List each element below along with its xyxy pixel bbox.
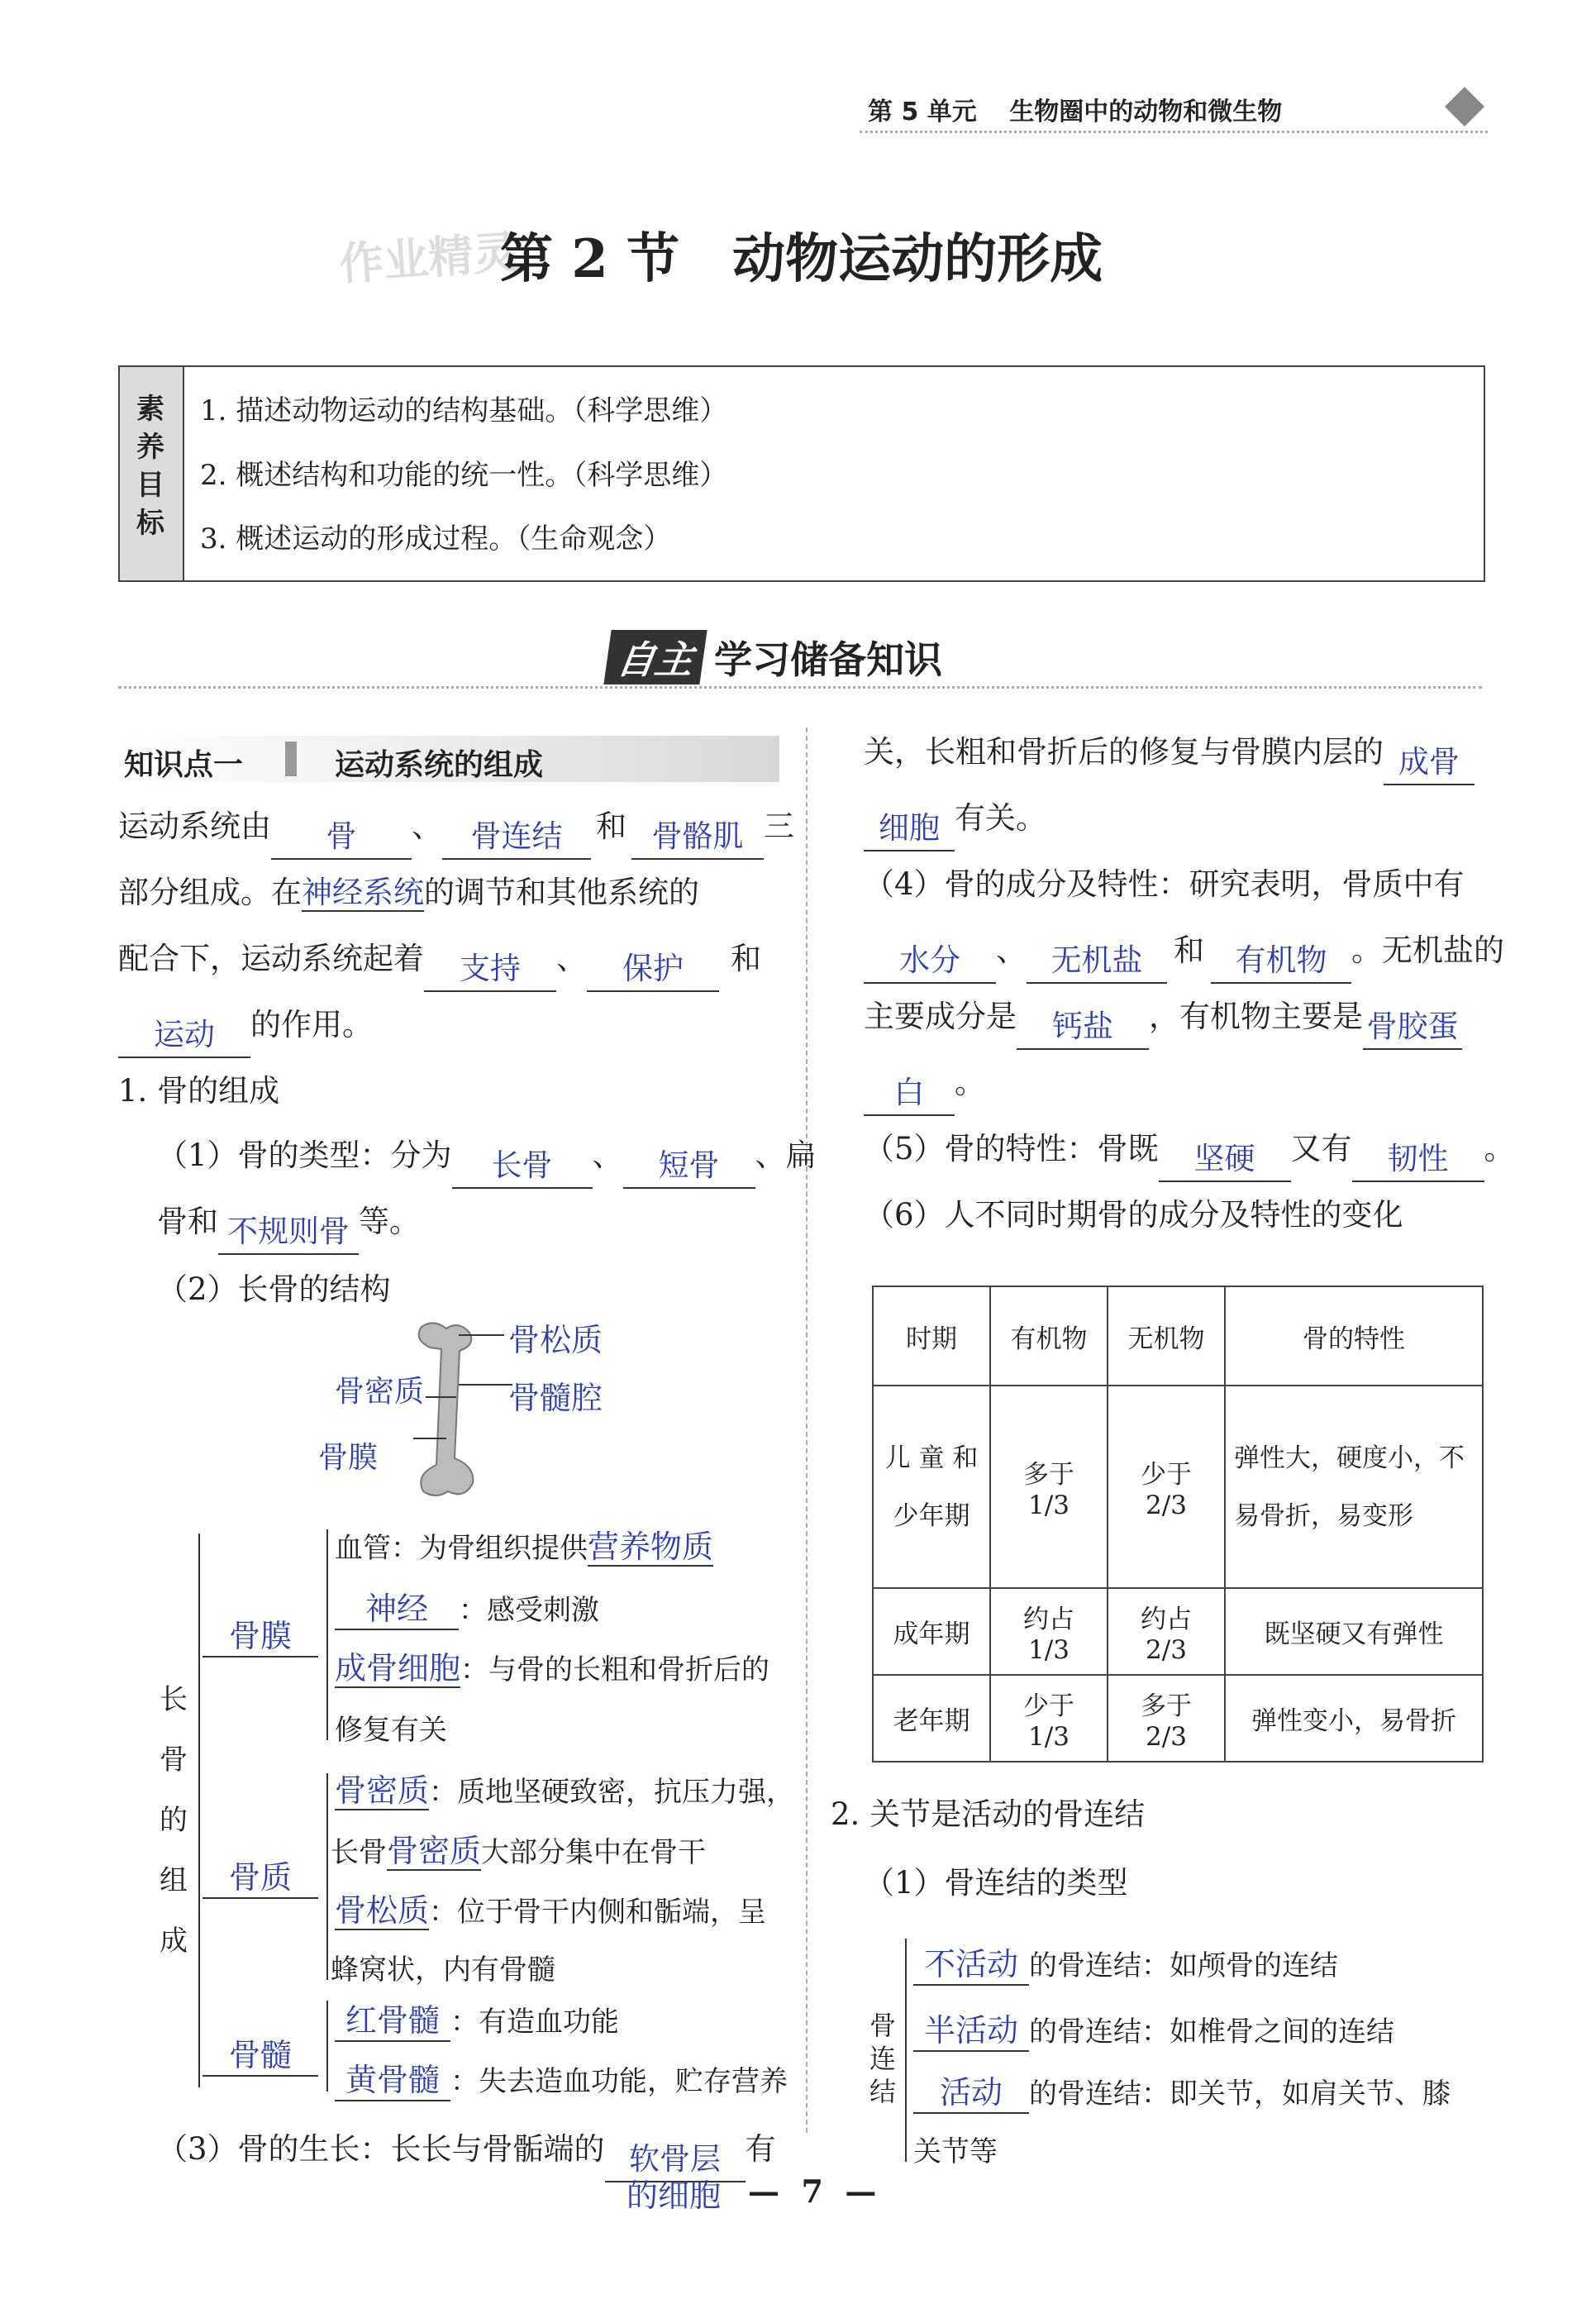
text: 。无机盐的 xyxy=(1351,933,1504,968)
bone-types xyxy=(157,1123,817,1255)
text: 血管：为骨组织提供 xyxy=(335,1532,588,1565)
answer-calcium-salt: 钙盐 xyxy=(1052,1009,1113,1044)
goal-item: 1. 描述动物运动的结构基础。（科学思维） xyxy=(200,394,728,427)
goals-label-cell xyxy=(120,367,184,580)
text: 有 xyxy=(745,2131,776,2167)
joint-type-line-3 xyxy=(913,2067,1451,2114)
answer-hard: 坚硬 xyxy=(1193,1141,1255,1176)
answer-marrow: 骨髓 xyxy=(228,2037,292,2073)
table-cell: 多于 1/3 xyxy=(990,1386,1108,1588)
text: 关，长粗和骨折后的修复与骨膜内层的 xyxy=(864,734,1384,770)
banner-rule xyxy=(118,686,1482,689)
answer-inorganic-salts: 无机盐 xyxy=(1051,942,1143,978)
text: 又有 xyxy=(1290,1131,1352,1166)
text: 配合下，运动系统起着 xyxy=(118,941,424,976)
joints-subheading: （1）骨连结的类型 xyxy=(864,1865,1128,1901)
running-header xyxy=(868,91,1496,132)
text: （5）骨的特性：骨既 xyxy=(864,1131,1159,1166)
periosteum-line-4: 修复有关 xyxy=(335,1714,447,1747)
periosteum-line-1 xyxy=(335,1521,713,1567)
table-row xyxy=(873,1675,1483,1762)
answer-bone: 骨 xyxy=(326,818,357,854)
bone-tissue-line-1 xyxy=(335,1765,794,1810)
text: ，有机物主要是 xyxy=(1149,999,1363,1034)
label-spongy-bone: 骨松质 xyxy=(508,1322,603,1358)
bone-tissue-brace xyxy=(326,1773,328,1980)
answer-spongy-bone: 骨松质 xyxy=(335,1892,430,1929)
composition-line: （4）骨的成分及特性：研究表明，骨质中有 xyxy=(864,866,1465,902)
table-cell: 既坚硬又有弹性 xyxy=(1225,1588,1483,1675)
table-cell: 多于 2/3 xyxy=(1108,1675,1225,1762)
text: 大部分集中在骨干 xyxy=(481,1836,707,1869)
bone-tissue-line-4: 蜂窝状，内有骨髓 xyxy=(331,1953,555,1987)
bone-heading: 1. 骨的组成 xyxy=(118,1073,280,1109)
text: ：质地坚硬致密，抗压力强， xyxy=(429,1776,795,1809)
text: 。 xyxy=(1484,1131,1515,1166)
table-cell: 少于 2/3 xyxy=(1108,1386,1225,1588)
periosteum-brace xyxy=(326,1529,328,1740)
text: 等。 xyxy=(359,1204,420,1239)
long-bone-diagram xyxy=(314,1314,661,1513)
answer-cells: 的细胞 xyxy=(626,2178,722,2214)
tree-node-marrow xyxy=(202,2030,318,2077)
joint-type-line-4: 关节等 xyxy=(913,2135,998,2168)
text: ：失去造血功能，贮存营养 xyxy=(450,2065,788,2098)
knowledge-point-label: 知识点一 xyxy=(124,748,244,782)
text: 运动系统由 xyxy=(118,809,271,844)
text: 的骨连结：即关节，如肩关节、膝 xyxy=(1029,2077,1451,2111)
long-bone-structure-title: （2）长骨的结构 xyxy=(157,1271,391,1307)
joint-type-line-2 xyxy=(913,2005,1394,2052)
periosteum-line-3 xyxy=(335,1643,769,1688)
column-divider xyxy=(806,727,808,2133)
table-row xyxy=(873,1588,1483,1675)
label-marrow-cavity: 骨髓腔 xyxy=(508,1380,603,1416)
knowledge-point-title: 运动系统的组成 xyxy=(335,748,544,782)
answer-compact-bone-2: 骨密质 xyxy=(387,1833,482,1869)
table-cell: 约占 2/3 xyxy=(1108,1588,1225,1675)
bone-composition-table xyxy=(872,1286,1484,1763)
answer-short-bone: 短骨 xyxy=(658,1147,720,1183)
unit-title: 生物圈中的动物和微生物 xyxy=(1009,98,1283,126)
text: 、 xyxy=(592,1138,623,1173)
answer-protect: 保护 xyxy=(622,951,684,986)
answer-organic-matter: 有机物 xyxy=(1235,942,1327,978)
header-rule xyxy=(860,131,1488,133)
right-paragraph xyxy=(864,719,1515,1248)
table-row xyxy=(873,1386,1483,1588)
answer-movable: 活动 xyxy=(913,2067,1029,2114)
label-periosteum: 骨膜 xyxy=(318,1441,379,1475)
text: ：有造血功能 xyxy=(450,2006,619,2039)
section-banner xyxy=(607,630,942,684)
text: 的骨连结：如椎骨之间的连结 xyxy=(1029,2015,1394,2049)
text: 的骨连结：如颅骨的连结 xyxy=(1029,1949,1338,1982)
table-header: 时期 xyxy=(873,1286,990,1386)
answer-movement: 运动 xyxy=(154,1017,215,1052)
answer-protein: 白 xyxy=(893,1075,925,1110)
table-header: 有机物 xyxy=(990,1286,1108,1386)
answer-cell: 细胞 xyxy=(879,810,940,846)
answer-ossein: 骨胶蛋 xyxy=(1366,1009,1459,1044)
answer-cartilage-layer: 软骨层 xyxy=(629,2141,722,2177)
text: 和 xyxy=(596,809,626,844)
answer-periosteum: 骨膜 xyxy=(228,1618,292,1654)
answer-long-bone: 长骨 xyxy=(491,1147,553,1183)
tree-node-bone-tissue xyxy=(202,1852,318,1899)
text: 、 xyxy=(412,809,442,844)
table-cell: 少于 1/3 xyxy=(990,1675,1108,1762)
text: 。 xyxy=(955,1065,985,1100)
answer-bone-joint: 骨连结 xyxy=(470,818,563,854)
unit-number: 第 5 单元 xyxy=(868,98,977,126)
text: 和 xyxy=(731,941,761,976)
joint-type-line-1 xyxy=(913,1939,1338,1986)
table-cell: 约占 1/3 xyxy=(990,1588,1108,1675)
answer-nutrients: 营养物质 xyxy=(588,1529,714,1565)
marrow-brace xyxy=(326,2001,328,2092)
answer-immovable: 不活动 xyxy=(913,1939,1029,1986)
answer-osteo: 成骨 xyxy=(1398,744,1460,780)
text: ：感受刺激 xyxy=(459,1594,599,1627)
table-cell: 儿 童 和 少年期 xyxy=(873,1386,990,1588)
bone-tissue-line-3 xyxy=(335,1885,766,1930)
banner-text: 学习储备知识 xyxy=(714,637,943,682)
text: 和 xyxy=(1174,933,1204,968)
text: 、 xyxy=(556,941,587,976)
text: 、 xyxy=(996,933,1027,968)
label-compact-bone: 骨密质 xyxy=(335,1375,425,1409)
bone-tissue-line-2 xyxy=(331,1825,706,1871)
joints-heading: 2. 关节是活动的骨连结 xyxy=(831,1796,1146,1832)
table-cell: 成年期 xyxy=(873,1588,990,1675)
answer-yellow-marrow: 黄骨髓 xyxy=(335,2054,450,2101)
answer-compact-bone: 骨密质 xyxy=(335,1772,430,1809)
table-header: 无机物 xyxy=(1108,1286,1225,1386)
answer-water: 水分 xyxy=(899,942,960,978)
table-cell: 老年期 xyxy=(873,1675,990,1762)
answer-irregular-bone: 不规则骨 xyxy=(227,1214,350,1249)
text: 、扁 xyxy=(755,1138,817,1173)
table-cell: 弹性变小，易骨折 xyxy=(1225,1675,1483,1762)
tree-root-brace xyxy=(198,1534,200,2087)
goal-item: 3. 概述运动的形成过程。（生命观念） xyxy=(200,522,672,556)
text: 三 xyxy=(764,809,794,844)
joints-brace xyxy=(905,1939,907,2162)
goal-item: 2. 概述结构和功能的统一性。（科学思维） xyxy=(200,459,728,492)
answer-support: 支持 xyxy=(460,951,521,986)
text: 的调节和其他系统的 xyxy=(424,875,699,910)
text: 的作用。 xyxy=(250,1007,373,1042)
answer-nerve: 神经 xyxy=(335,1583,459,1630)
page-number-value: 7 xyxy=(801,2173,823,2210)
answer-nervous-system: 神经系统 xyxy=(302,875,424,910)
text: ：位于骨干内侧和骺端，呈 xyxy=(429,1896,767,1929)
table-caption: （6）人不同时期骨的成分及特性的变化 xyxy=(864,1197,1403,1233)
banner-emphasis: 自主 xyxy=(603,630,707,684)
answer-osteoblast: 成骨细胞 xyxy=(335,1650,461,1686)
watermark-logo: 作业精灵 xyxy=(337,226,520,291)
knowledge-point-marker-icon xyxy=(285,742,297,776)
text: 长骨 xyxy=(331,1836,387,1869)
periosteum-line-2 xyxy=(335,1583,599,1630)
answer-red-marrow: 红骨髓 xyxy=(335,1995,450,2042)
text: 骨和 xyxy=(157,1204,218,1239)
answer-skeletal-muscle: 骨骼肌 xyxy=(651,818,744,854)
goals-box xyxy=(118,365,1485,582)
answer-bone-tissue: 骨质 xyxy=(228,1859,292,1896)
marrow-line-2 xyxy=(335,2054,788,2101)
page-number: — 7 — xyxy=(748,2173,877,2210)
goals-label: 素养目标 xyxy=(136,393,164,540)
long-bone-image xyxy=(419,1323,474,1495)
tree-root-label: 长骨的组成 xyxy=(160,1683,188,1958)
text: 有关。 xyxy=(955,800,1046,836)
text: （1）骨的类型：分为 xyxy=(157,1138,452,1173)
table-cell: 弹性大，硬度小，不易骨折，易变形 xyxy=(1225,1386,1483,1588)
answer-elastic: 韧性 xyxy=(1387,1141,1449,1176)
joints-root-label: 骨连结 xyxy=(869,2010,897,2107)
text: （3）骨的生长：长长与骨骺端的 xyxy=(157,2131,605,2167)
table-header: 骨的特性 xyxy=(1225,1286,1483,1386)
text: 主要成分是 xyxy=(864,999,1017,1034)
marrow-line-1 xyxy=(335,1995,619,2042)
text: ：与骨的长粗和骨折后的 xyxy=(460,1653,770,1686)
section-title: 第 2 节 动物运动的形成 xyxy=(500,228,1103,290)
answer-semi-movable: 半活动 xyxy=(913,2005,1029,2052)
text: 部分组成。在 xyxy=(118,875,302,910)
tree-node-periosteum xyxy=(202,1610,318,1658)
intro-paragraph xyxy=(118,794,794,1058)
